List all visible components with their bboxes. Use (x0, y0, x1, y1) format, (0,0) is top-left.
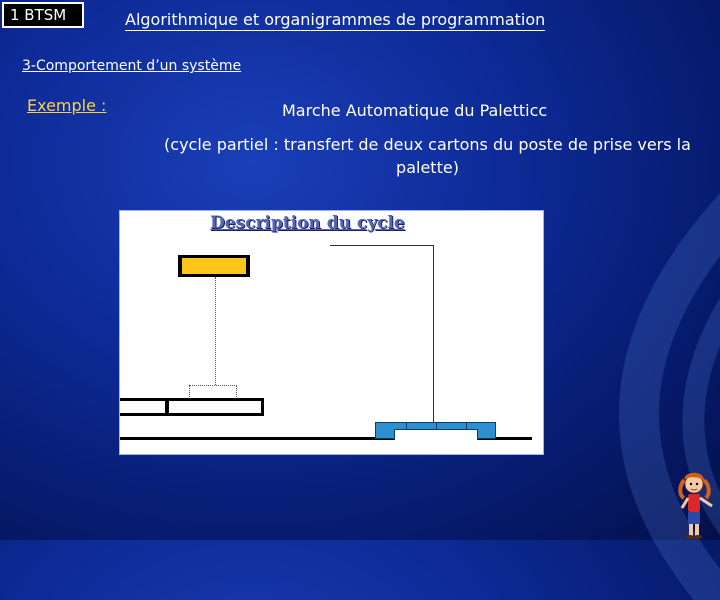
gantry-post (433, 245, 434, 423)
pallet-opening (394, 429, 478, 440)
conveyor-left (120, 398, 168, 416)
gripper-path (215, 277, 216, 385)
example-label: Exemple : (27, 96, 107, 115)
course-badge: 1 BTSM (2, 2, 84, 28)
conveyor-right (166, 398, 264, 416)
gripper-carton (178, 255, 250, 277)
page-title: Algorithmique et organigrammes de programmation (125, 10, 546, 29)
pallet-slat (436, 423, 437, 429)
cycle-diagram (119, 210, 544, 455)
pallet-slat (466, 423, 467, 429)
system-heading: Marche Automatique du Paletticc (282, 101, 548, 120)
diagram-title: Description du cycle (210, 213, 405, 233)
gantry-arm (330, 245, 434, 246)
pickup-position (189, 385, 237, 399)
pallet-slat (406, 423, 407, 429)
section-heading: 3-Comportement d’un système (22, 58, 242, 74)
girl-character-icon (672, 470, 720, 540)
cycle-subtitle: (cycle partiel : transfert de deux cartons du poste de prise vers la palette) (164, 135, 691, 177)
pallet (375, 422, 496, 439)
